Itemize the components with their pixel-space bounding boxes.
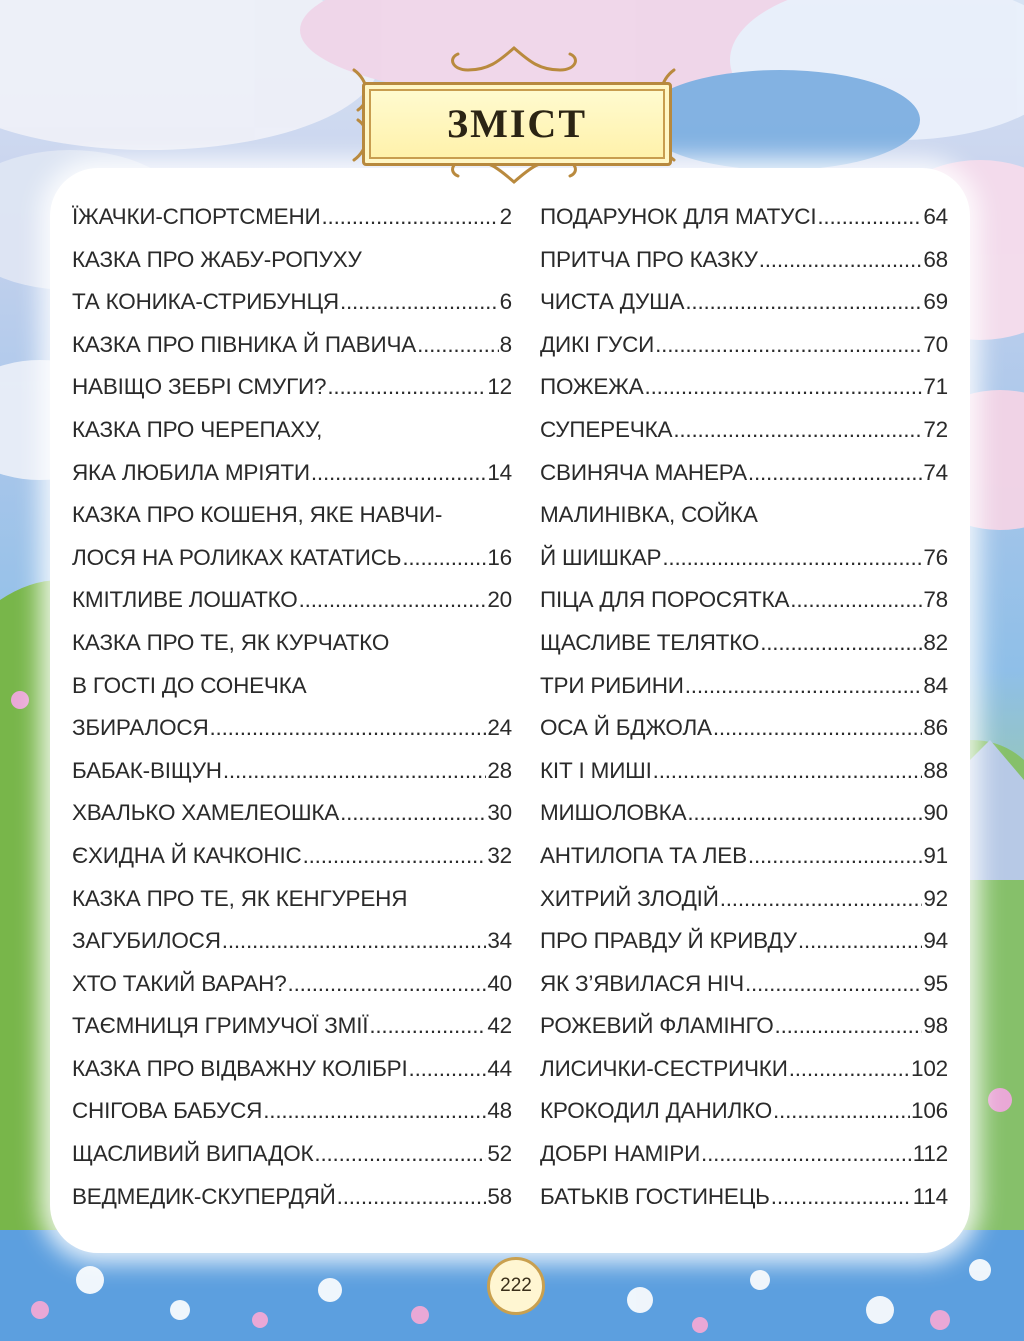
dot-leader: [687, 792, 922, 835]
toc-entry-title: ЇЖАЧКИ-СПОРТСМЕНИ: [72, 204, 321, 229]
dot-leader: [773, 1090, 910, 1133]
toc-entry-title: В ГОСТІ ДО СОНЕЧКА: [72, 672, 307, 698]
toc-entry-page: 82: [923, 629, 948, 655]
dot-leader: [720, 878, 923, 921]
toc-entry-title: РОЖЕВИЙ ФЛАМІНГО: [540, 1013, 774, 1039]
toc-entry: [540, 878, 948, 921]
toc-entry-page: 74: [923, 459, 948, 485]
toc-entry-page: 112: [912, 1141, 948, 1167]
toc-entry-page: 64: [923, 204, 948, 229]
toc-entry-title: ЄХИДНА Й КАЧКОНІС: [72, 842, 302, 868]
toc-entry: [72, 835, 512, 878]
dot-leader: [771, 1176, 912, 1219]
toc-entry: [72, 324, 512, 367]
toc-entry-title: БАБАК-ВІЩУН: [72, 757, 222, 783]
toc-entry-title: ЯК З’ЯВИЛАСЯ НІЧ: [540, 970, 744, 996]
toc-entry: [72, 622, 512, 665]
toc-entry: [72, 792, 512, 835]
dot-leader: [303, 835, 487, 878]
dot-leader: [748, 835, 922, 878]
toc-entry: [72, 1176, 512, 1219]
toc-entry: [540, 579, 948, 622]
toc-entry-page: 84: [923, 672, 948, 698]
toc-entry-page: 30: [487, 800, 512, 826]
toc-entry: [540, 1048, 948, 1091]
toc-entry-page: 68: [923, 246, 948, 272]
toc-entry-title: СУПЕРЕЧКА: [540, 416, 673, 442]
toc-entry-page: 69: [923, 289, 948, 315]
toc-entry-title: КАЗКА ПРО ТЕ, ЯК КЕНГУРЕНЯ: [72, 885, 408, 911]
toc-entry-page: 98: [923, 1013, 948, 1039]
toc-entry: [540, 537, 948, 580]
dot-leader: [321, 196, 498, 239]
toc-entry-page: 102: [911, 1055, 948, 1081]
toc-entry-title: КІТ І МИШІ: [540, 757, 652, 783]
toc-entry: [72, 1048, 512, 1091]
toc-entry-page: 8: [499, 331, 512, 357]
toc-entry: [540, 1176, 948, 1219]
toc-right-column: [540, 196, 948, 1218]
dot-leader: [369, 1005, 486, 1048]
dot-leader: [210, 707, 487, 750]
toc-entry-page: 106: [911, 1098, 948, 1124]
toc-entry: [72, 750, 512, 793]
toc-entry-title: АНТИЛОПА ТА ЛЕВ: [540, 842, 747, 868]
dot-leader: [748, 452, 922, 495]
dot-leader: [653, 750, 923, 793]
dot-leader: [655, 324, 922, 367]
toc-entry: [72, 196, 512, 239]
toc-entry: [72, 878, 512, 921]
toc-entry-page: 92: [923, 885, 948, 911]
toc-entry-page: 52: [487, 1141, 512, 1167]
toc-entry: [72, 366, 512, 409]
toc-entry: [540, 196, 948, 239]
toc-entry-title: ЩАСЛИВИЙ ВИПАДОК: [72, 1141, 314, 1167]
dot-leader: [685, 665, 923, 708]
toc-entry-title: ХИТРИЙ ЗЛОДІЙ: [540, 885, 719, 911]
toc-entry: [72, 707, 512, 750]
toc-entry: [540, 1133, 948, 1176]
toc-entry-page: 20: [487, 587, 512, 613]
toc-entry-title: КАЗКА ПРО ПІВНИКА Й ПАВИЧА: [72, 331, 417, 357]
toc-entry-page: 42: [487, 1013, 512, 1039]
toc-entry-page: 91: [923, 842, 948, 868]
toc-entry: [540, 281, 948, 324]
toc-entry-title: ОСА Й БДЖОЛА: [540, 715, 712, 741]
dot-leader: [288, 963, 487, 1006]
toc-entry-page: 86: [923, 715, 948, 741]
toc-entry: [72, 579, 512, 622]
toc-entry-title: ЧИСТА ДУША: [540, 289, 685, 315]
dot-leader: [701, 1133, 912, 1176]
toc-entry: [540, 920, 948, 963]
toc-entry-page: 88: [923, 757, 948, 783]
toc-entry-title: КАЗКА ПРО ЧЕРЕПАХУ,: [72, 416, 323, 442]
dot-leader: [409, 1048, 487, 1091]
toc-entry: [540, 750, 948, 793]
toc-entry-page: 94: [923, 928, 948, 954]
toc-entry-title: ЩАСЛИВЕ ТЕЛЯТКО: [540, 629, 760, 655]
toc-entry: [540, 324, 948, 367]
toc-entry-page: 32: [487, 842, 512, 868]
toc-entry-page: 34: [487, 928, 512, 954]
dot-leader: [817, 196, 922, 239]
toc-entry: [540, 366, 948, 409]
dot-leader: [685, 281, 922, 324]
toc-entry-title: ТАЄМНИЦЯ ГРИМУЧОЇ ЗМІЇ: [72, 1013, 369, 1039]
dot-leader: [745, 963, 922, 1006]
toc-entry-page: 48: [487, 1098, 512, 1124]
toc-entry-title: КАЗКА ПРО ЖАБУ-РОПУХУ: [72, 246, 362, 272]
dot-leader: [402, 537, 486, 580]
toc-entry: [72, 1133, 512, 1176]
toc-entry: [540, 1005, 948, 1048]
toc-entry: [540, 835, 948, 878]
toc-entry-page: 2: [499, 204, 512, 229]
toc-entry-title: ПРО ПРАВДУ Й КРИВДУ: [540, 928, 797, 954]
toc-entry-title: МИШОЛОВКА: [540, 800, 687, 826]
dot-leader: [337, 1176, 487, 1219]
toc-entry-page: 58: [487, 1183, 512, 1209]
toc-entry: [540, 239, 948, 282]
toc-entry-page: 78: [923, 587, 948, 613]
toc-entry: [72, 537, 512, 580]
toc-entry-title: Й ШИШКАР: [540, 544, 662, 570]
toc-entry-title: ЗБИРАЛОСЯ: [72, 715, 209, 741]
toc-entry-page: 14: [487, 459, 512, 485]
toc-entry-page: 16: [487, 544, 512, 570]
toc-entry-page: 28: [487, 757, 512, 783]
toc-entry-title: ТА КОНИКА-СТРИБУНЦЯ: [72, 289, 339, 315]
toc-entry-page: 114: [912, 1183, 948, 1209]
page-title: ЗМІСТ: [447, 101, 587, 146]
toc-entry-title: ТРИ РИБИНИ: [540, 672, 684, 698]
toc-entry: [72, 494, 512, 537]
dot-leader: [775, 1005, 923, 1048]
toc-entry-title: КМІТЛИВЕ ЛОШАТКО: [72, 587, 298, 613]
toc-entry: [72, 1090, 512, 1133]
toc-entry-title: ВЕДМЕДИК-СКУПЕРДЯЙ: [72, 1183, 336, 1209]
toc-entry: [540, 1090, 948, 1133]
toc-entry-title: СНІГОВА БАБУСЯ: [72, 1098, 263, 1124]
dot-leader: [789, 1048, 910, 1091]
toc-entry-title: ПРИТЧА ПРО КАЗКУ: [540, 246, 758, 272]
toc-entry-page: 24: [487, 715, 512, 741]
toc-entry: [540, 409, 948, 452]
toc-entry-title: ЛИСИЧКИ-СЕСТРИЧКИ: [540, 1055, 788, 1081]
toc-entry: [72, 281, 512, 324]
toc-entry: [540, 707, 948, 750]
toc-entry-page: 6: [499, 289, 512, 315]
toc-entry-title: КАЗКА ПРО ТЕ, ЯК КУРЧАТКО: [72, 629, 390, 655]
dot-leader: [340, 281, 499, 324]
toc-entry-title: КРОКОДИЛ ДАНИЛКО: [540, 1098, 772, 1124]
toc-entry: [72, 452, 512, 495]
toc-entry: [540, 622, 948, 665]
toc-entry-title: ПОЖЕЖА: [540, 374, 644, 400]
toc-entry: [540, 963, 948, 1006]
toc-entry: [72, 920, 512, 963]
toc-entry-page: 44: [487, 1055, 512, 1081]
dot-leader: [713, 707, 923, 750]
dot-leader: [314, 1133, 486, 1176]
dot-leader: [760, 622, 922, 665]
toc-entry-page: 70: [923, 331, 948, 357]
toc-entry-title: КАЗКА ПРО КОШЕНЯ, ЯКЕ НАВЧИ-: [72, 502, 443, 528]
toc-entry-title: ДИКІ ГУСИ: [540, 331, 655, 357]
dot-leader: [222, 920, 487, 963]
toc-entry: [72, 239, 512, 282]
dot-leader: [417, 324, 499, 367]
dot-leader: [340, 792, 486, 835]
toc-entry-page: 12: [487, 374, 512, 400]
page-number-badge: 222: [487, 1257, 545, 1315]
toc-entry-title: ЯКА ЛЮБИЛА МРІЯТИ: [72, 459, 310, 485]
toc-entry-page: 40: [487, 970, 512, 996]
dot-leader: [327, 366, 486, 409]
toc-entry-title: КАЗКА ПРО ВІДВАЖНУ КОЛІБРІ: [72, 1055, 408, 1081]
toc-entry-title: ПІЦА ДЛЯ ПОРОСЯТКА: [540, 587, 790, 613]
toc-entry: [540, 665, 948, 708]
dot-leader: [645, 366, 923, 409]
dot-leader: [790, 579, 922, 622]
toc-entry: [72, 1005, 512, 1048]
toc-left-column: [72, 196, 512, 1218]
toc-entry-page: 76: [923, 544, 948, 570]
dot-leader: [299, 579, 487, 622]
toc-entry: [72, 963, 512, 1006]
toc-entry-title: СВИНЯЧА МАНЕРА: [540, 459, 747, 485]
toc-entry-title: ЗАГУБИЛОСЯ: [72, 928, 221, 954]
toc-entry: [540, 452, 948, 495]
dot-leader: [311, 452, 487, 495]
dot-leader: [759, 239, 923, 282]
dot-leader: [263, 1090, 486, 1133]
dot-leader: [798, 920, 922, 963]
toc-entry-page: 90: [923, 800, 948, 826]
toc-entry-title: ДОБРІ НАМІРИ: [540, 1141, 701, 1167]
toc-entry-title: ХТО ТАКИЙ ВАРАН?: [72, 970, 287, 996]
toc-entry-page: 72: [923, 416, 948, 442]
toc-entry-page: 71: [923, 374, 948, 400]
toc-entry-title: ПОДАРУНОК ДЛЯ МАТУСІ: [540, 204, 817, 229]
toc-entry-title: БАТЬКІВ ГОСТИНЕЦЬ: [540, 1183, 770, 1209]
toc-entry: [540, 494, 948, 537]
toc-entry-title: НАВІЩО ЗЕБРІ СМУГИ?: [72, 374, 327, 400]
toc-entry-title: ХВАЛЬКО ХАМЕЛЕОШКА: [72, 800, 340, 826]
dot-leader: [673, 409, 922, 452]
toc-entry-title: МАЛИНІВКА, СОЙКА: [540, 502, 758, 528]
toc-entry: [540, 792, 948, 835]
dot-leader: [223, 750, 487, 793]
toc-entry: [72, 665, 512, 708]
toc-entry-page: 95: [923, 970, 948, 996]
toc-entry: [72, 409, 512, 452]
dot-leader: [662, 537, 922, 580]
contents-heading-plate: [362, 82, 672, 166]
toc-entry-title: ЛОСЯ НА РОЛИКАХ КАТАТИСЬ: [72, 544, 402, 570]
